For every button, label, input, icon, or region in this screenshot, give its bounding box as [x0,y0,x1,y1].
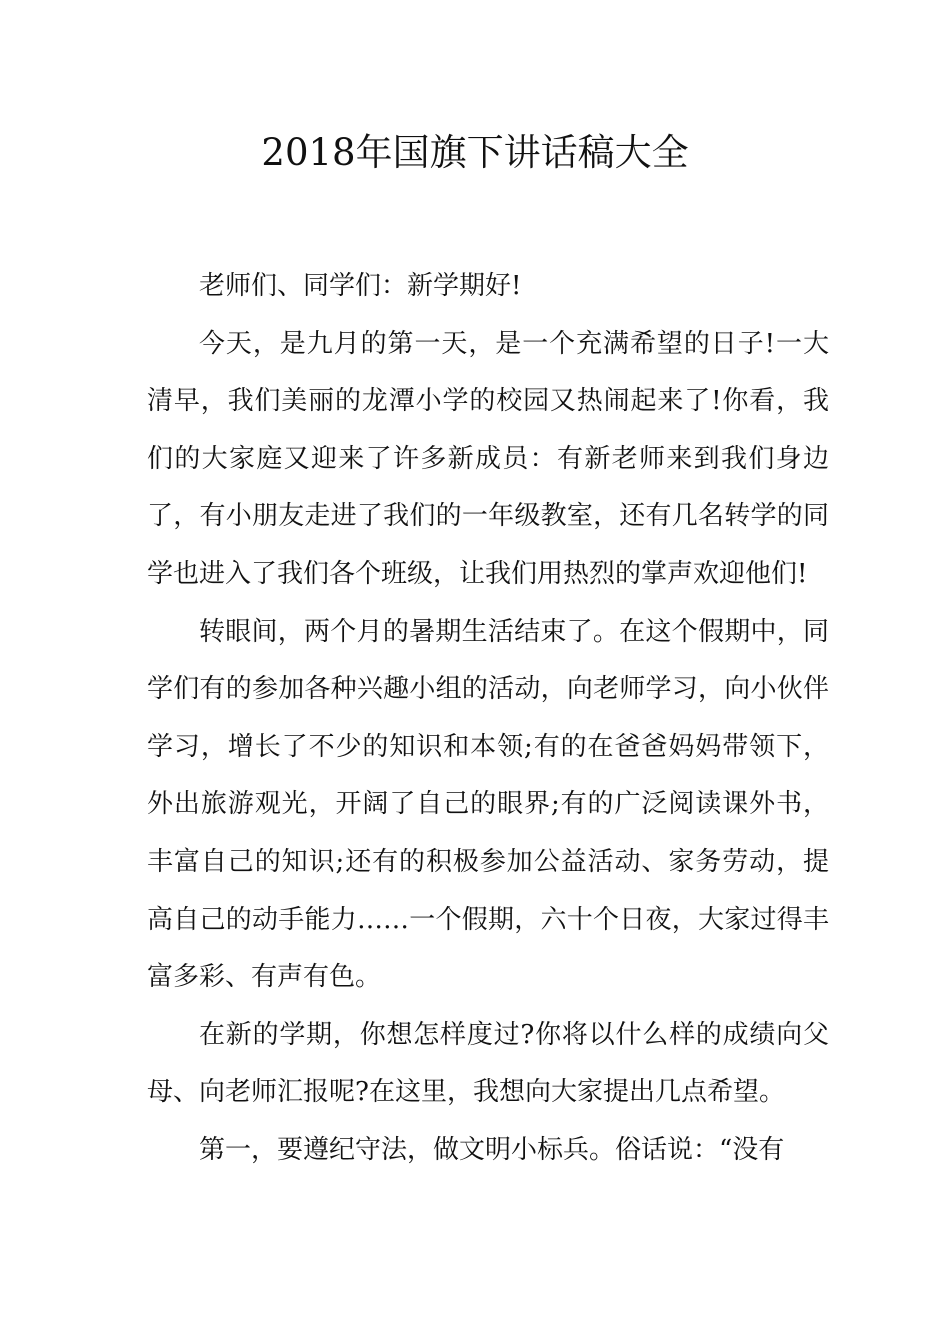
paragraph-first-point: 第一，要遵纪守法，做文明小标兵。俗话说：“没有 [199,1134,785,1165]
paragraph-greeting: 老师们、同学们：新学期好! [199,271,522,301]
paragraph-summer-review: 转眼间，两个月的暑期生活结束了。在这个假期中，同学们有的参加各种兴趣小组的活动，向老师学习，向小伙伴学习，增长了不少的知识和本领;有的在爸爸妈妈带领下，外出旅游观光，开阔了自己的眼界;有的广泛阅读课外书，丰富自己的知识;还有的积极参加公益活动、家务劳动，提高自己的动手能力……一个假期，六十个日夜，大家过得丰富多彩、有声有色。 [147,616,829,993]
document-body [147,258,829,1180]
paragraph-new-term-hopes: 在新的学期，你想怎样度过?你将以什么样的成绩向父母、向老师汇报呢?在这里，我想向大家提出几点希望。 [147,1019,829,1108]
document-title: 2018年国旗下讲话稿大全 [261,131,689,174]
paragraph-welcome: 今天，是九月的第一天，是一个充满希望的日子!一大清早，我们美丽的龙潭小学的校园又热闹起来了!你看，我们的大家庭又迎来了许多新成员：有新老师来到我们身边了，有小朋友走进了我们的一年级教室，还有几名转学的同学也进入了我们各个班级，让我们用热烈的掌声欢迎他们! [147,328,829,589]
